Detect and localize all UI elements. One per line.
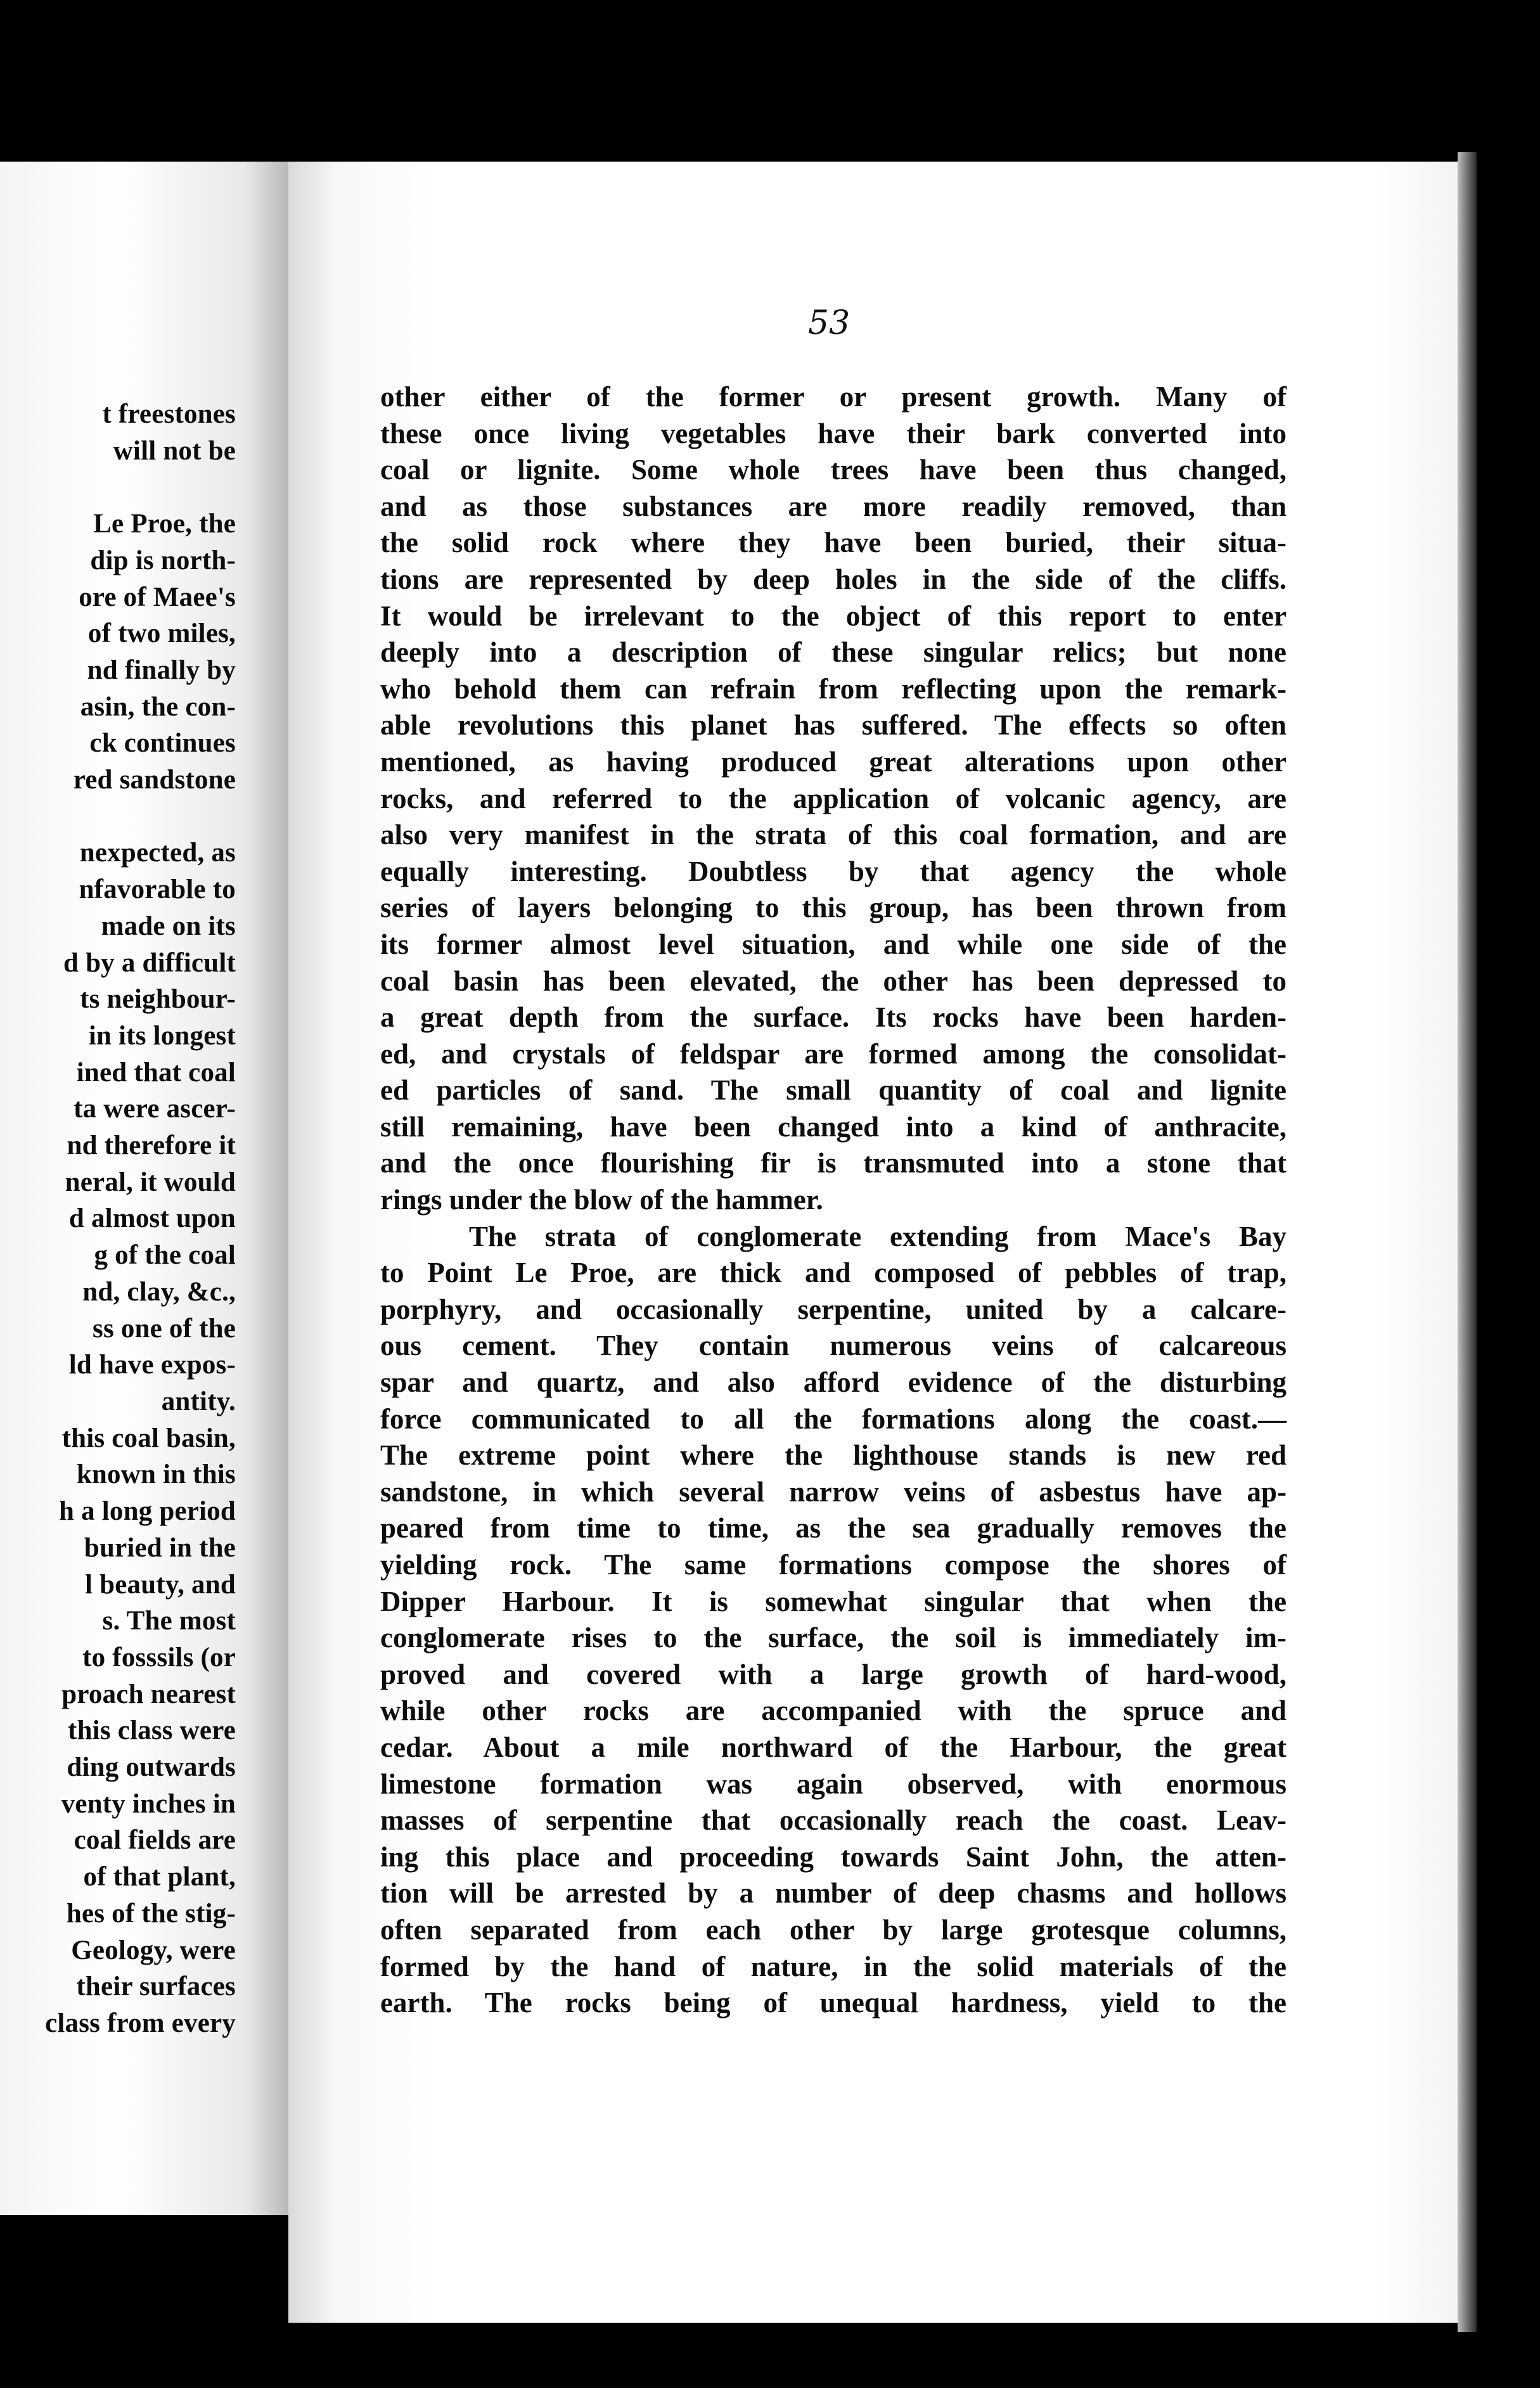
body-line: It would be irrelevant to the object of this report to enter — [380, 600, 1287, 632]
left-page-line: this class were — [68, 1716, 236, 1746]
body-line: and the once flourishing fir is transmuted into a stone that — [380, 1147, 1287, 1179]
body-line: sandstone, in which several narrow veins of asbestus have ap- — [380, 1475, 1287, 1508]
body-line: Dipper Harbour. It is somewhat singular that when the — [380, 1585, 1287, 1617]
body-line: the solid rock where they have been buried, their situa- — [380, 527, 1287, 559]
left-page-line: ta were ascer- — [74, 1094, 236, 1124]
body-line: coal basin has been elevated, the other has been depressed to — [380, 965, 1287, 997]
body-line: tion will be arrested by a number of deep chasms and hollows — [380, 1877, 1287, 1910]
left-page-line: ld have expos- — [68, 1350, 236, 1380]
page-body-text — [380, 379, 1287, 2022]
left-page-line: venty inches in — [61, 1788, 236, 1819]
left-page-line: g of the coal — [94, 1240, 236, 1271]
left-page-line: d by a difficult — [63, 947, 236, 978]
body-line: conglomerate rises to the surface, the soil is immediately im- — [380, 1622, 1287, 1654]
body-line: these once living vegetables have their bark converted into — [380, 417, 1287, 449]
body-line: The strata of conglomerate extending from Mace's Bay — [469, 1220, 1287, 1252]
left-page-line: of that plant, — [83, 1862, 236, 1892]
body-line: porphyry, and occasionally serpentine, united by a calcare- — [380, 1293, 1287, 1325]
left-page-line: proach nearest — [61, 1679, 236, 1709]
page-number: 53 — [808, 304, 850, 342]
body-line: rings under the blow of the hammer. — [380, 1184, 823, 1216]
left-page-text — [0, 396, 236, 2042]
body-line: coal or lignite. Some whole trees have been thus changed, — [380, 454, 1287, 486]
left-page-line: neral, it would — [65, 1167, 236, 1197]
left-page-line: nfavorable to — [79, 875, 236, 905]
left-page-line: to fosssils (or — [82, 1642, 236, 1672]
left-page-line: h a long period — [59, 1496, 236, 1527]
body-line: peared from time to time, as the sea gradually removes the — [380, 1512, 1287, 1544]
left-page-line: dip is north- — [90, 545, 236, 575]
left-page-line: will not be — [113, 435, 236, 466]
left-page-line: of two miles, — [87, 619, 236, 649]
left-page-line: ck continues — [89, 728, 236, 759]
left-page-line: ss one of the — [93, 1313, 236, 1344]
left-page-line: hes of the stig- — [66, 1898, 236, 1929]
left-page-line: ore of Maee's — [79, 582, 236, 612]
body-line: masses of serpentine that occasionally reach the coast. Leav- — [380, 1804, 1287, 1837]
body-line: a great depth from the surface. Its rocks have been harden- — [380, 1001, 1287, 1034]
left-page-line: l beauty, and — [85, 1569, 236, 1600]
left-page-line: coal fields are — [74, 1825, 236, 1856]
body-line: while other rocks are accompanied with the spruce and — [380, 1695, 1287, 1727]
body-line: also very manifest in the strata of this coal formation, and are — [380, 819, 1287, 851]
left-page-line: d almost upon — [68, 1204, 236, 1234]
body-line: ed particles of sand. The small quantity of coal and lignite — [380, 1074, 1287, 1107]
body-line: The extreme point where the lighthouse stands is new red — [380, 1439, 1287, 1472]
left-page-line: in its longest — [88, 1020, 236, 1051]
body-line: ing this place and proceeding towards Saint John, the atten- — [380, 1840, 1287, 1873]
body-line: force communicated to all the formations along the coast.— — [380, 1403, 1287, 1435]
body-line: equally interesting. Doubtless by that agency the whole — [380, 855, 1287, 887]
body-line: mentioned, as having produced great alterations upon other — [380, 745, 1287, 778]
left-page-line — [0, 469, 236, 506]
left-page-line — [0, 799, 236, 835]
left-page-line: class from every — [45, 2008, 236, 2038]
left-page-line: known in this — [76, 1460, 236, 1490]
left-page-line: nd, clay, &c., — [82, 1276, 236, 1307]
body-line: cedar. About a mile northward of the Harbour, the great — [380, 1731, 1287, 1763]
left-page-line: made on its — [101, 911, 236, 941]
body-line: yielding rock. The same formations compose the shores of — [380, 1549, 1287, 1581]
body-line: limestone formation was again observed, with enormous — [380, 1768, 1287, 1800]
body-line: formed by the hand of nature, in the solid materials of the — [380, 1950, 1287, 1982]
right-page-edge — [1458, 152, 1477, 2332]
left-page-line: ding outwards — [67, 1752, 236, 1783]
left-page — [0, 162, 288, 2215]
body-line: and as those substances are more readily removed, than — [380, 490, 1287, 522]
body-line: still remaining, have been changed into a kind of anthracite, — [380, 1110, 1287, 1143]
body-line: other either of the former or present growth. Many of — [380, 381, 1287, 413]
left-page-line: this coal basin, — [61, 1423, 236, 1453]
left-page-line: nd finally by — [87, 655, 236, 685]
body-line: its former almost level situation, and while one side of the — [380, 928, 1287, 960]
body-line: to Point Le Proe, are thick and composed of pebbles of trap, — [380, 1257, 1287, 1289]
left-page-line: nd therefore it — [67, 1131, 236, 1161]
left-page-line: red sandstone — [73, 765, 236, 795]
left-page-line: their surfaces — [76, 1972, 236, 2002]
body-line: proved and covered with a large growth of hard-wood, — [380, 1658, 1287, 1690]
left-page-line: ined that coal — [76, 1057, 236, 1088]
left-page-line: nexpected, as — [79, 838, 236, 868]
body-line: ed, and crystals of feldspar are formed among the consolidat- — [380, 1037, 1287, 1070]
body-line: spar and quartz, and also afford evidence of the disturbing — [380, 1366, 1287, 1399]
body-line: who behold them can refrain from reflecting upon the remark- — [380, 672, 1287, 705]
left-page-line: Geology, were — [71, 1935, 236, 1965]
body-line: rocks, and referred to the application of volcanic agency, are — [380, 782, 1287, 814]
body-line: ous cement. They contain numerous veins of calcareous — [380, 1330, 1287, 1362]
left-page-line: Le Proe, the — [93, 509, 236, 539]
left-page-line: s. The most — [102, 1606, 236, 1636]
body-line: often separated from each other by large grotesque columns, — [380, 1913, 1287, 1946]
body-line: deeply into a description of these singular relics; but none — [380, 636, 1287, 669]
body-line: earth. The rocks being of unequal hardness, yield to the — [380, 1987, 1287, 2019]
left-page-line: asin, the con- — [80, 691, 236, 722]
left-page-line: antity. — [161, 1386, 236, 1416]
left-page-line: buried in the — [84, 1532, 236, 1563]
left-page-line: t freestones — [102, 399, 236, 429]
body-line: series of layers belonging to this group, has been thrown from — [380, 892, 1287, 924]
body-line: able revolutions this planet has suffered. The effects so often — [380, 709, 1287, 741]
left-page-line: ts neighbour- — [80, 984, 236, 1015]
body-line: tions are represented by deep holes in the side of the cliffs. — [380, 563, 1287, 595]
